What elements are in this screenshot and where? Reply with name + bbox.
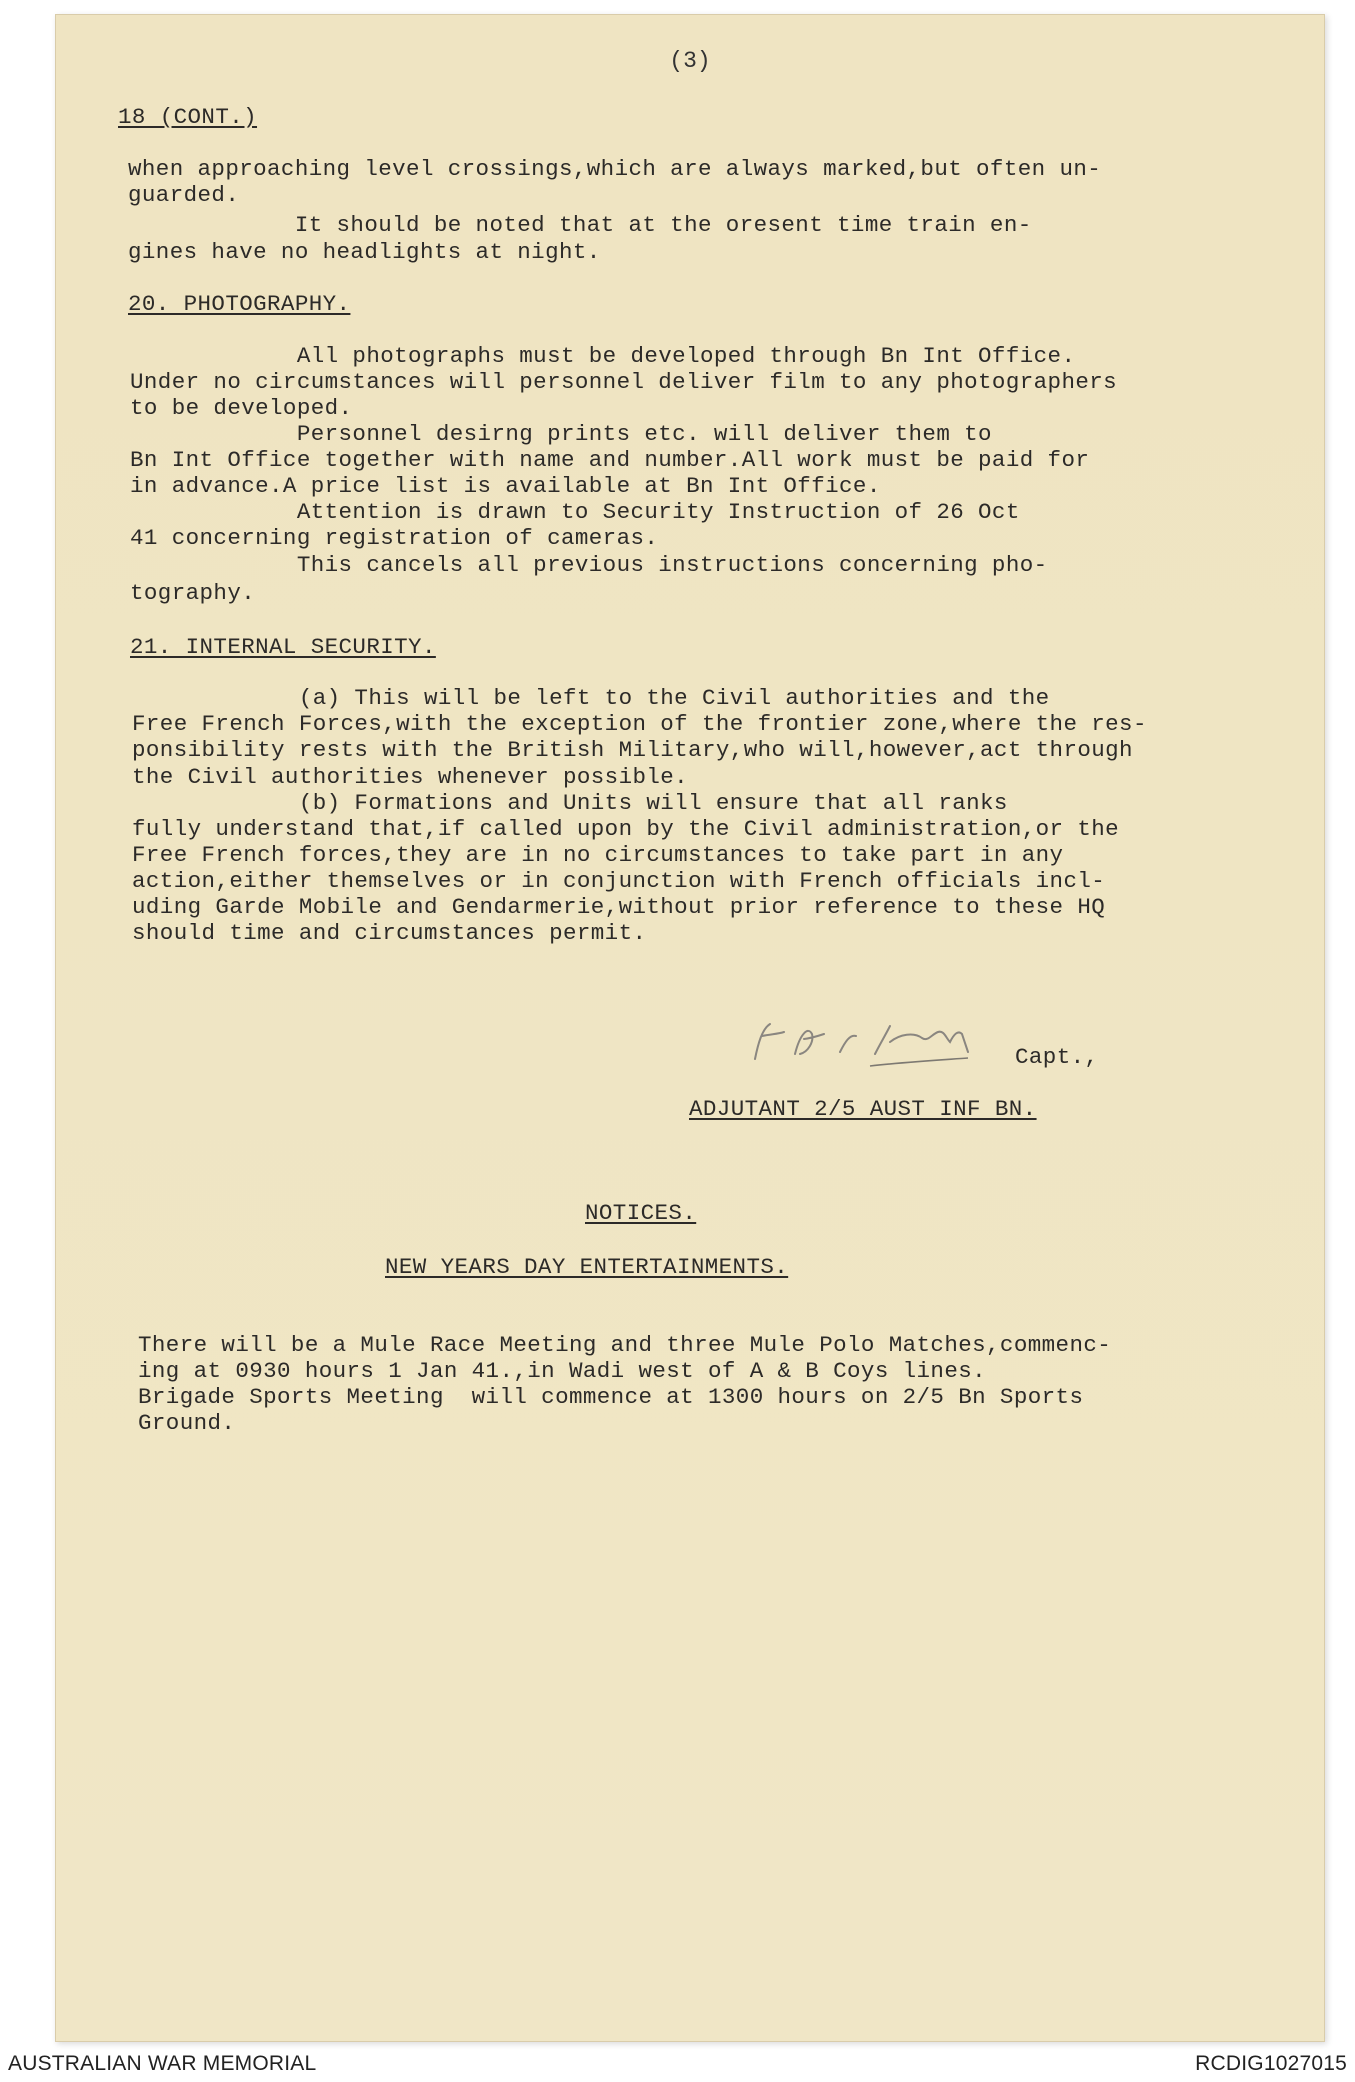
- section-20-line-6: in advance.A price list is available at Bn Int Office.: [130, 473, 881, 499]
- section-21-line-8: action,either themselves or in conjunction with French officials incl-: [132, 868, 1106, 894]
- section-21-line-5: (b) Formations and Units will ensure that all ranks: [132, 790, 1008, 816]
- notices-line-1: There will be a Mule Race Meeting and three Mule Polo Matches,commenc-: [138, 1332, 1112, 1358]
- notices-line-4: Ground.: [138, 1410, 236, 1436]
- section-20-line-7: Attention is drawn to Security Instruction of 26 Oct: [130, 499, 1020, 525]
- section-18-line-3: It should be noted that at the oresent time train en-: [128, 212, 1032, 238]
- section-20-line-4: Personnel desirng prints etc. will deliver them to: [130, 421, 992, 447]
- signature-rank: Capt.,: [1015, 1044, 1099, 1070]
- signature-title: ADJUTANT 2/5 AUST INF BN.: [689, 1096, 1037, 1122]
- section-21-line-7: Free French forces,they are in no circumstances to take part in any: [132, 842, 1064, 868]
- notices-subheading: NEW YEARS DAY ENTERTAINMENTS.: [385, 1254, 789, 1280]
- section-21-heading: 21. INTERNAL SECURITY.: [130, 634, 436, 660]
- section-20-line-5: Bn Int Office together with name and number.All work must be paid for: [130, 447, 1090, 473]
- document-sheet: [55, 14, 1325, 2042]
- notices-line-2: ing at 0930 hours 1 Jan 41.,in Wadi west of A & B Coys lines.: [138, 1358, 987, 1384]
- section-21-line-10: should time and circumstances permit.: [132, 920, 647, 946]
- handwritten-signature: [700, 1004, 1040, 1089]
- section-21-line-6: fully understand that,if called upon by the Civil administration,or the: [132, 816, 1120, 842]
- section-20-heading: 20. PHOTOGRAPHY.: [128, 291, 351, 317]
- section-21-line-1: (a) This will be left to the Civil authorities and the: [132, 685, 1050, 711]
- section-21-line-9: uding Garde Mobile and Gendarmerie,without prior reference to these HQ: [132, 894, 1106, 920]
- section-20-line-9: This cancels all previous instructions concerning pho-: [130, 552, 1048, 578]
- notices-line-3: Brigade Sports Meeting will commence at 1300 hours on 2/5 Bn Sports: [138, 1384, 1084, 1410]
- section-18-line-4: gines have no headlights at night.: [128, 239, 601, 265]
- section-20-line-8: 41 concerning registration of cameras.: [130, 525, 659, 551]
- section-18-line-2: guarded.: [128, 182, 240, 208]
- notices-heading: NOTICES.: [585, 1200, 697, 1226]
- section-20-line-3: to be developed.: [130, 395, 353, 421]
- footer-id: RCDIG1027015: [1195, 2052, 1347, 2075]
- section-21-line-3: ponsibility rests with the British Military,who will,however,act through: [132, 737, 1133, 763]
- section-20-line-1: All photographs must be developed through Bn Int Office.: [130, 343, 1076, 369]
- section-18-heading: 18 (CONT.): [118, 104, 258, 130]
- page-number: (3): [669, 48, 711, 74]
- section-21-line-2: Free French Forces,with the exception of the frontier zone,where the res-: [132, 711, 1147, 737]
- footer-source: AUSTRALIAN WAR MEMORIAL: [8, 2052, 317, 2075]
- section-20-line-2: Under no circumstances will personnel deliver film to any photographers: [130, 369, 1118, 395]
- section-20-line-10: tography.: [130, 580, 256, 606]
- section-21-line-4: the Civil authorities whenever possible.: [132, 764, 689, 790]
- section-18-line-1: when approaching level crossings,which are always marked,but often un-: [128, 156, 1102, 182]
